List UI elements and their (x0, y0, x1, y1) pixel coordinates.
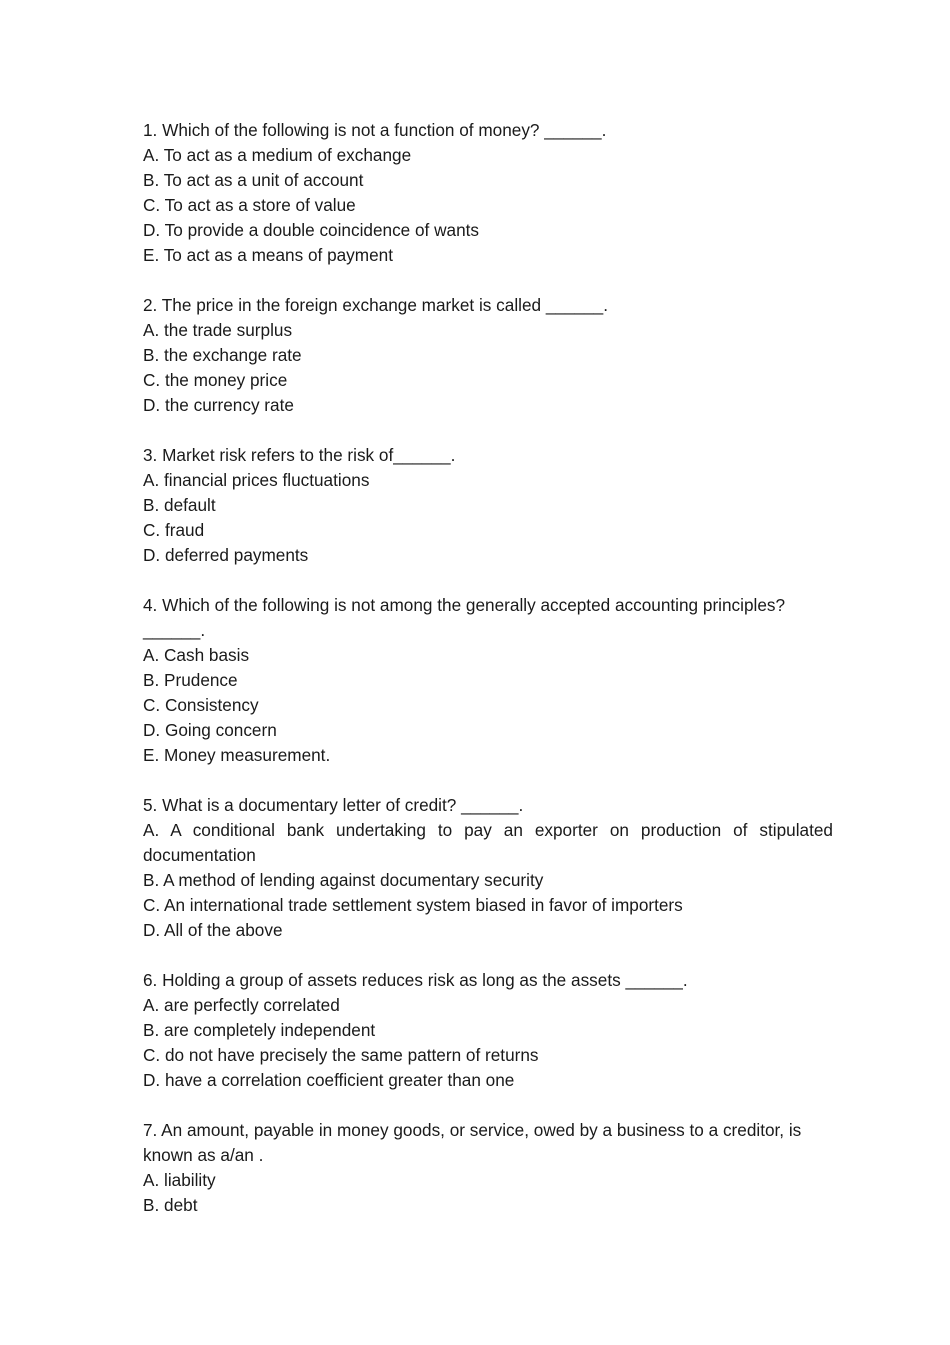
option-d: D. the currency rate (143, 395, 294, 415)
option-c: C. Consistency (143, 695, 259, 715)
option-c: C. do not have precisely the same pattern of returns (143, 1045, 539, 1065)
question-3 (143, 443, 833, 568)
spacer (143, 268, 833, 293)
option-d: D. have a correlation coefficient greater than one (143, 1070, 515, 1090)
option-d: D. To provide a double coincidence of wants (143, 220, 480, 240)
option-b: B. default (143, 495, 216, 515)
spacer (143, 568, 833, 593)
question-stem-line-1: 7. An amount, payable in money goods, or service, owed by a business to a creditor, is (143, 1120, 802, 1140)
option-a: A. financial prices fluctuations (143, 470, 370, 490)
spacer (143, 768, 833, 793)
question-stem: 2. The price in the foreign exchange market is called ______. (143, 295, 608, 315)
question-7 (143, 1118, 833, 1218)
option-e: E. Money measurement. (143, 745, 331, 765)
option-a: A. To act as a medium of exchange (143, 145, 412, 165)
question-6 (143, 968, 833, 1093)
option-c: C. To act as a store of value (143, 195, 356, 215)
question-stem: 1. Which of the following is not a function of money? ______. (143, 120, 607, 140)
question-stem-line-2: ______. (143, 620, 206, 640)
option-e: E. To act as a means of payment (143, 245, 393, 265)
option-b: B. A method of lending against documentary security (143, 870, 544, 890)
option-b: B. are completely independent (143, 1020, 376, 1040)
spacer (143, 418, 833, 443)
question-4 (143, 593, 833, 768)
question-stem: 5. What is a documentary letter of credit? ______. (143, 795, 524, 815)
spacer (143, 1093, 833, 1118)
question-stem-line-2: known as a/an . (143, 1145, 264, 1165)
option-a-line-1: A. A conditional bank undertaking to pay an exporter on production of stipulated (143, 820, 833, 840)
option-b: B. the exchange rate (143, 345, 302, 365)
option-a: A. Cash basis (143, 645, 250, 665)
option-d: D. All of the above (143, 920, 283, 940)
question-stem: 3. Market risk refers to the risk of______. (143, 445, 456, 465)
option-c: C. fraud (143, 520, 205, 540)
option-a-line-2: documentation (143, 845, 256, 865)
option-d: D. deferred payments (143, 545, 309, 565)
option-a: A. are perfectly correlated (143, 995, 340, 1015)
option-b: B. To act as a unit of account (143, 170, 364, 190)
question-stem: 6. Holding a group of assets reduces risk as long as the assets ______. (143, 970, 688, 990)
question-list (143, 118, 833, 1218)
question-2 (143, 293, 833, 418)
option-c: C. An international trade settlement system biased in favor of importers (143, 895, 683, 915)
spacer (143, 943, 833, 968)
option-b: B. Prudence (143, 670, 238, 690)
option-c: C. the money price (143, 370, 288, 390)
option-a: A. liability (143, 1170, 216, 1190)
option-d: D. Going concern (143, 720, 277, 740)
question-1 (143, 118, 833, 268)
question-5 (143, 793, 833, 943)
option-b: B. debt (143, 1195, 198, 1215)
question-stem-line-1: 4. Which of the following is not among the generally accepted accounting principles? (143, 595, 786, 615)
option-a: A. the trade surplus (143, 320, 293, 340)
